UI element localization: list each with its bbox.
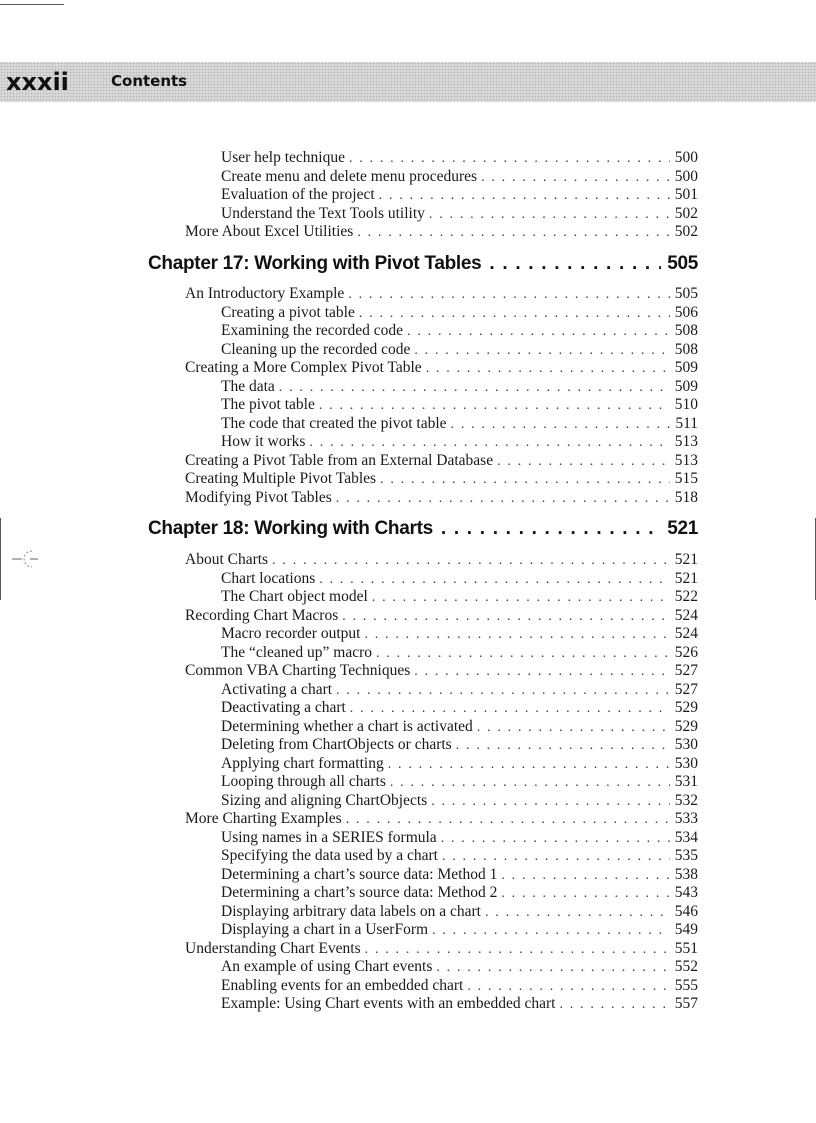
- toc-entry-page: 522: [674, 588, 698, 605]
- toc-entry[interactable]: [221, 958, 698, 976]
- toc-entry[interactable]: [185, 551, 698, 569]
- dot-leader: [501, 885, 669, 903]
- toc-entry-title: Examining the recorded code: [221, 322, 404, 339]
- toc-entry[interactable]: [221, 903, 698, 921]
- toc-entry[interactable]: [221, 304, 698, 322]
- dot-leader: [497, 453, 670, 471]
- toc-entry-title: Creating Multiple Pivot Tables: [185, 470, 377, 487]
- toc-entry-page: 508: [674, 340, 698, 358]
- dot-leader: [380, 471, 670, 489]
- toc-entry-page: 533: [674, 810, 698, 827]
- dot-leader: [348, 286, 669, 304]
- toc-entry[interactable]: [221, 755, 698, 773]
- toc-entry[interactable]: [221, 995, 698, 1013]
- dot-leader: [364, 626, 669, 644]
- toc-entry-title: Specifying the data used by a chart: [221, 847, 438, 864]
- toc-entry[interactable]: [185, 607, 698, 625]
- dot-leader: [272, 552, 670, 570]
- toc-entry[interactable]: [185, 359, 698, 377]
- dot-leader: [481, 169, 670, 187]
- toc-entry-page: 524: [674, 625, 698, 642]
- running-head: Contents: [111, 72, 188, 90]
- toc-entry-page: 524: [674, 606, 698, 624]
- dot-leader: [431, 793, 670, 811]
- dot-leader: [456, 737, 670, 755]
- chapter-title: Chapter 17: Working with Pivot Tables: [148, 253, 482, 274]
- toc-entry[interactable]: [221, 205, 698, 223]
- page-number: xxxii: [6, 68, 69, 96]
- toc-entry-page: 535: [674, 847, 698, 864]
- toc-entry-title: Understanding Chart Events: [185, 939, 361, 957]
- toc-entry[interactable]: [221, 718, 698, 736]
- toc-entry-page: 543: [674, 884, 698, 901]
- toc-entry-page: 557: [674, 995, 698, 1012]
- chapter-page: 521: [667, 518, 698, 539]
- chapter-title: Chapter 18: Working with Charts: [148, 518, 433, 539]
- toc-entry-page: 552: [674, 958, 698, 975]
- toc-entry-title: Create menu and delete menu procedures: [221, 167, 478, 185]
- toc-entry[interactable]: [221, 149, 698, 167]
- toc-entry[interactable]: [221, 847, 698, 865]
- dot-leader: [342, 608, 670, 626]
- dot-leader: [376, 645, 670, 663]
- toc-entry[interactable]: [185, 470, 698, 488]
- toc-entry[interactable]: [221, 921, 698, 939]
- toc-entry[interactable]: [221, 977, 698, 995]
- dot-leader: [451, 416, 671, 434]
- toc-entry-page: 551: [674, 939, 698, 957]
- toc-entry-title: The “cleaned up” macro: [221, 643, 373, 661]
- toc-entry[interactable]: [221, 792, 698, 810]
- toc-entry-title: Cleaning up the recorded code: [221, 340, 411, 358]
- toc-entry-page: 529: [674, 717, 698, 735]
- left-margin-rule: [0, 518, 1, 600]
- toc-entry-page: 529: [674, 699, 698, 716]
- toc-entry-title: Creating a Pivot Table from an External Database: [185, 451, 494, 469]
- dot-leader: [346, 811, 670, 829]
- dot-leader: [429, 206, 670, 224]
- toc-entry[interactable]: [221, 644, 698, 662]
- toc-entry-page: 527: [674, 662, 698, 679]
- dot-leader: [436, 959, 669, 977]
- toc-entry[interactable]: [221, 415, 698, 433]
- toc-entry-page: 501: [674, 186, 698, 203]
- toc-entry-page: 534: [674, 828, 698, 846]
- toc-entry-page: 500: [674, 167, 698, 185]
- toc-entry-title: About Charts: [185, 551, 269, 568]
- dot-leader: [501, 867, 669, 885]
- dot-leader: [319, 571, 669, 589]
- toc-entry-page: 549: [674, 921, 698, 938]
- toc-entry-page: 521: [674, 569, 698, 587]
- toc-entry-page: 531: [674, 773, 698, 790]
- toc-entry-title: Deleting from ChartObjects or charts: [221, 736, 452, 753]
- toc-entry[interactable]: [221, 570, 698, 588]
- dot-leader: [426, 360, 670, 378]
- toc-entry[interactable]: [221, 699, 698, 717]
- toc-entry-title: Looping through all charts: [221, 773, 386, 790]
- toc-entry-page: 502: [674, 223, 698, 240]
- toc-entry-title: Applying chart formatting: [221, 754, 384, 772]
- toc-entry[interactable]: [221, 736, 698, 754]
- toc-entry-title: Activating a chart: [221, 680, 333, 698]
- toc-entry-title: Determining a chart’s source data: Method 1: [221, 865, 498, 883]
- dot-leader: [359, 305, 670, 323]
- toc-entry[interactable]: [185, 810, 698, 828]
- toc-entry-page: 526: [674, 643, 698, 661]
- toc-entry-page: 521: [674, 551, 698, 568]
- toc-entry-page: 511: [675, 414, 698, 432]
- dot-leader: [279, 379, 670, 397]
- dot-leader: [357, 224, 669, 242]
- dot-leader: [441, 830, 670, 848]
- dot-leader: [309, 434, 669, 452]
- toc-entry-title: Determining whether a chart is activated: [221, 717, 473, 735]
- toc-entry-page: 538: [674, 865, 698, 883]
- chapter-page: 505: [667, 253, 698, 274]
- toc-entry[interactable]: [185, 452, 698, 470]
- toc-entry-page: 505: [674, 285, 698, 302]
- toc-entry-title: Creating a More Complex Pivot Table: [185, 359, 422, 376]
- toc-entry-page: 546: [674, 902, 698, 920]
- toc-entry-title: Common VBA Charting Techniques: [185, 662, 411, 679]
- toc-entry-page: 530: [674, 754, 698, 772]
- toc-entry[interactable]: [221, 396, 698, 414]
- toc-entry-title: An Introductory Example: [185, 285, 345, 302]
- toc-entry-title: Example: Using Chart events with an embedded chart: [221, 995, 556, 1012]
- dot-leader: [319, 397, 670, 415]
- toc-entry-title: Modifying Pivot Tables: [185, 488, 332, 506]
- toc-entry[interactable]: [185, 285, 698, 303]
- dot-leader: [336, 682, 670, 700]
- toc-entry-title: The code that created the pivot table: [221, 414, 447, 432]
- toc-entry-title: Recording Chart Macros: [185, 606, 339, 624]
- toc-entry-page: 509: [674, 377, 698, 395]
- toc-entry[interactable]: [221, 322, 698, 340]
- toc-entry[interactable]: [221, 884, 698, 902]
- toc-entry-page: 555: [674, 976, 698, 994]
- toc-entry[interactable]: [185, 489, 698, 507]
- toc-entry-title: Deactivating a chart: [221, 699, 346, 716]
- toc-entry-title: Understand the Text Tools utility: [221, 204, 425, 222]
- chapter-heading[interactable]: [148, 518, 698, 544]
- toc-entry[interactable]: [221, 168, 698, 186]
- chapter-heading[interactable]: [148, 253, 698, 279]
- toc-entry-page: 510: [674, 396, 698, 413]
- dot-leader: [477, 719, 670, 737]
- toc-entry-title: Chart locations: [221, 569, 316, 587]
- toc-entry-title: An example of using Chart events: [221, 958, 433, 975]
- toc-entry-page: 509: [674, 359, 698, 376]
- toc-entry[interactable]: [221, 829, 698, 847]
- toc-entry-page: 508: [674, 322, 698, 339]
- toc-entry[interactable]: [185, 223, 698, 241]
- toc-entry-title: The data: [221, 377, 275, 395]
- dot-leader: [489, 253, 661, 275]
- dot-leader: [467, 978, 669, 996]
- toc-entry-title: Displaying a chart in a UserForm: [221, 921, 429, 938]
- dot-leader: [442, 848, 670, 866]
- dot-leader: [414, 342, 669, 360]
- toc-entry[interactable]: [221, 378, 698, 396]
- dot-leader: [441, 518, 661, 540]
- dot-leader: [390, 774, 670, 792]
- toc-entry[interactable]: [185, 940, 698, 958]
- toc-entry-title: Displaying arbitrary data labels on a chart: [221, 902, 481, 920]
- toc-entry-page: 506: [674, 303, 698, 321]
- toc-entry[interactable]: [221, 186, 698, 204]
- dot-leader: [485, 904, 670, 922]
- toc-entry-page: 532: [674, 791, 698, 809]
- toc-entry-title: More Charting Examples: [185, 810, 342, 827]
- dot-leader: [432, 922, 670, 940]
- dot-leader: [349, 150, 670, 168]
- dot-leader: [407, 323, 670, 341]
- toc-entry-page: 515: [674, 470, 698, 487]
- toc-entry-title: User help technique: [221, 149, 345, 166]
- toc-entry-page: 500: [674, 149, 698, 166]
- dot-leader: [559, 996, 669, 1014]
- toc-entry-page: 527: [674, 680, 698, 698]
- toc-entry-title: Sizing and aligning ChartObjects: [221, 791, 428, 809]
- top-crop-rule: [0, 4, 64, 5]
- dot-leader: [379, 187, 670, 205]
- toc-entry[interactable]: [221, 773, 698, 791]
- dot-leader: [414, 663, 670, 681]
- dot-leader: [372, 589, 670, 607]
- toc-entry-page: 513: [674, 451, 698, 469]
- toc-entry-title: How it works: [221, 433, 306, 450]
- toc-entry[interactable]: [221, 866, 698, 884]
- dot-leader: [388, 756, 670, 774]
- toc-entry[interactable]: [185, 662, 698, 680]
- toc-entry[interactable]: [221, 625, 698, 643]
- toc-entry[interactable]: [221, 681, 698, 699]
- toc-entry-title: The pivot table: [221, 396, 315, 413]
- toc-entry-page: 518: [674, 488, 698, 506]
- toc-entry[interactable]: [221, 588, 698, 606]
- toc-entry-title: The Chart object model: [221, 588, 368, 605]
- toc-entry[interactable]: [221, 433, 698, 451]
- toc-entry-title: Macro recorder output: [221, 625, 361, 642]
- toc-entry-page: 502: [674, 204, 698, 222]
- toc-entry-title: Enabling events for an embedded chart: [221, 976, 464, 994]
- dot-leader: [350, 700, 670, 718]
- toc-entry-title: Determining a chart’s source data: Method 2: [221, 884, 498, 901]
- toc-entry-page: 530: [674, 736, 698, 753]
- toc-entry-title: Evaluation of the project: [221, 186, 375, 203]
- toc-entry-title: Creating a pivot table: [221, 303, 355, 321]
- dot-leader: [336, 490, 670, 508]
- toc-entry-title: More About Excel Utilities: [185, 223, 354, 240]
- toc-entry-title: Using names in a SERIES formula: [221, 828, 437, 846]
- toc-entry[interactable]: [221, 341, 698, 359]
- registration-mark-icon: [10, 548, 42, 570]
- toc-entry-page: 513: [674, 433, 698, 450]
- dot-leader: [365, 941, 670, 959]
